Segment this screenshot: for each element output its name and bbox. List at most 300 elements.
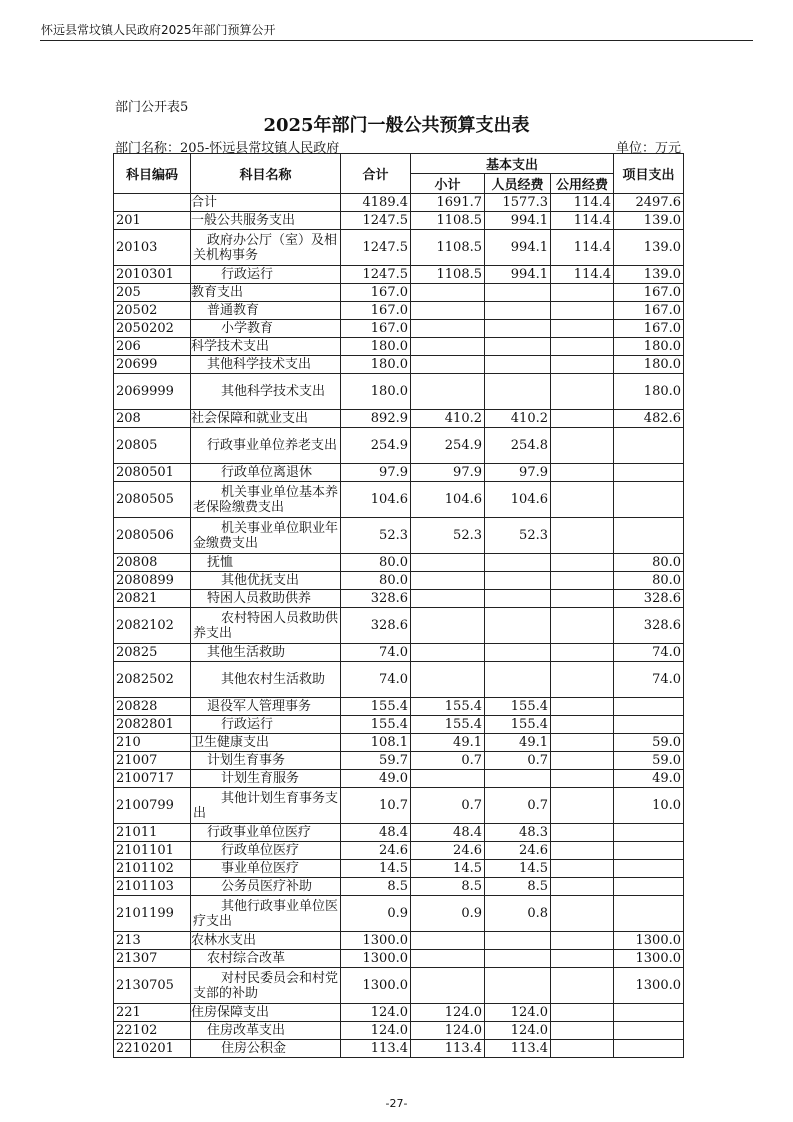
cell-public — [551, 284, 614, 302]
cell-personnel — [485, 932, 551, 950]
cell-project: 139.0 — [614, 230, 684, 266]
cell-personnel: 8.5 — [485, 878, 551, 896]
running-header: 怀远县常坟镇人民政府2025年部门预算公开 — [41, 23, 276, 37]
cell-name: 卫生健康支出 — [191, 734, 341, 752]
cell-name: 机关事业单位职业年金缴费支出 — [191, 518, 341, 554]
table-row — [114, 518, 684, 554]
cell-project — [614, 464, 684, 482]
cell-code: 20805 — [114, 428, 191, 464]
cell-personnel: 24.6 — [485, 842, 551, 860]
cell-personnel — [485, 554, 551, 572]
cell-project — [614, 896, 684, 932]
table-row — [114, 788, 684, 824]
cell-public: 114.4 — [551, 266, 614, 284]
cell-project — [614, 518, 684, 554]
header-total: 合计 — [341, 154, 411, 194]
cell-total: 59.7 — [341, 752, 411, 770]
table-label: 部门公开表5 — [115, 100, 189, 115]
cell-name: 一般公共服务支出 — [191, 212, 341, 230]
cell-name: 行政事业单位养老支出 — [191, 428, 341, 464]
cell-personnel: 994.1 — [485, 212, 551, 230]
cell-total: 180.0 — [341, 338, 411, 356]
table-row — [114, 698, 684, 716]
table-row — [114, 896, 684, 932]
cell-public — [551, 770, 614, 788]
cell-total: 24.6 — [341, 842, 411, 860]
cell-total: 0.9 — [341, 896, 411, 932]
cell-code: 2082801 — [114, 716, 191, 734]
cell-code: 20828 — [114, 698, 191, 716]
cell-personnel: 1577.3 — [485, 194, 551, 212]
cell-code: 20502 — [114, 302, 191, 320]
cell-project: 74.0 — [614, 644, 684, 662]
cell-project — [614, 1040, 684, 1058]
cell-total: 80.0 — [341, 554, 411, 572]
cell-code: 2010301 — [114, 266, 191, 284]
cell-project — [614, 1004, 684, 1022]
cell-total: 1300.0 — [341, 932, 411, 950]
header-subtotal: 小计 — [411, 174, 485, 194]
cell-personnel: 994.1 — [485, 230, 551, 266]
cell-personnel: 0.7 — [485, 752, 551, 770]
cell-total: 167.0 — [341, 320, 411, 338]
cell-code: 2080899 — [114, 572, 191, 590]
table-row — [114, 824, 684, 842]
page-number: -27- — [385, 1097, 408, 1110]
table-row — [114, 338, 684, 356]
cell-code: 2080505 — [114, 482, 191, 518]
cell-public — [551, 356, 614, 374]
cell-name: 普通教育 — [191, 302, 341, 320]
department-name: 部门名称：205-怀远县常坟镇人民政府 — [115, 141, 340, 156]
cell-public — [551, 1040, 614, 1058]
cell-name: 其他计划生育事务支出 — [191, 788, 341, 824]
cell-name: 其他行政事业单位医疗支出 — [191, 896, 341, 932]
cell-total: 49.0 — [341, 770, 411, 788]
cell-name: 行政事业单位医疗 — [191, 824, 341, 842]
cell-total: 124.0 — [341, 1022, 411, 1040]
cell-name: 科学技术支出 — [191, 338, 341, 356]
table-row — [114, 374, 684, 410]
cell-subtotal: 8.5 — [411, 878, 485, 896]
cell-code: 201 — [114, 212, 191, 230]
table-row — [114, 968, 684, 1004]
cell-public: 114.4 — [551, 230, 614, 266]
table-row — [114, 464, 684, 482]
cell-project — [614, 428, 684, 464]
cell-public — [551, 752, 614, 770]
cell-public — [551, 842, 614, 860]
table-row — [114, 266, 684, 284]
cell-total: 180.0 — [341, 356, 411, 374]
cell-name: 农村综合改革 — [191, 950, 341, 968]
cell-public — [551, 608, 614, 644]
cell-total: 180.0 — [341, 374, 411, 410]
cell-code: 2101102 — [114, 860, 191, 878]
cell-subtotal: 1108.5 — [411, 266, 485, 284]
cell-subtotal: 124.0 — [411, 1022, 485, 1040]
cell-personnel — [485, 320, 551, 338]
cell-total: 80.0 — [341, 572, 411, 590]
cell-public — [551, 878, 614, 896]
cell-project: 49.0 — [614, 770, 684, 788]
cell-code: 20808 — [114, 554, 191, 572]
table-row — [114, 770, 684, 788]
cell-total: 108.1 — [341, 734, 411, 752]
cell-personnel: 155.4 — [485, 716, 551, 734]
cell-total: 1247.5 — [341, 212, 411, 230]
cell-public — [551, 788, 614, 824]
cell-subtotal: 49.1 — [411, 734, 485, 752]
cell-personnel — [485, 662, 551, 698]
cell-code: 2100799 — [114, 788, 191, 824]
cell-project: 10.0 — [614, 788, 684, 824]
cell-subtotal — [411, 338, 485, 356]
table-row — [114, 572, 684, 590]
table-row — [114, 932, 684, 950]
cell-public — [551, 374, 614, 410]
cell-public — [551, 428, 614, 464]
cell-name: 其他农村生活救助 — [191, 662, 341, 698]
cell-public — [551, 410, 614, 428]
cell-subtotal — [411, 770, 485, 788]
cell-subtotal: 1691.7 — [411, 194, 485, 212]
cell-subtotal: 113.4 — [411, 1040, 485, 1058]
cell-total: 155.4 — [341, 698, 411, 716]
cell-personnel — [485, 950, 551, 968]
table-row — [114, 644, 684, 662]
cell-name: 事业单位医疗 — [191, 860, 341, 878]
cell-code: 21007 — [114, 752, 191, 770]
cell-project: 80.0 — [614, 572, 684, 590]
cell-code: 21011 — [114, 824, 191, 842]
cell-personnel — [485, 590, 551, 608]
cell-public — [551, 896, 614, 932]
cell-personnel — [485, 572, 551, 590]
cell-subtotal: 52.3 — [411, 518, 485, 554]
cell-public: 114.4 — [551, 212, 614, 230]
cell-name: 行政单位医疗 — [191, 842, 341, 860]
cell-name: 农林水支出 — [191, 932, 341, 950]
cell-name: 其他科学技术支出 — [191, 356, 341, 374]
cell-project: 328.6 — [614, 590, 684, 608]
cell-code: 2100717 — [114, 770, 191, 788]
table-row — [114, 554, 684, 572]
cell-subtotal: 124.0 — [411, 1004, 485, 1022]
table-row — [114, 302, 684, 320]
cell-public — [551, 302, 614, 320]
cell-name: 住房改革支出 — [191, 1022, 341, 1040]
cell-code: 206 — [114, 338, 191, 356]
table-row — [114, 860, 684, 878]
cell-subtotal — [411, 590, 485, 608]
cell-code: 2082502 — [114, 662, 191, 698]
cell-project: 59.0 — [614, 734, 684, 752]
cell-code: 2050202 — [114, 320, 191, 338]
cell-subtotal: 0.7 — [411, 752, 485, 770]
budget-table — [113, 153, 684, 1058]
table-row — [114, 1022, 684, 1040]
cell-project: 328.6 — [614, 608, 684, 644]
cell-code: 205 — [114, 284, 191, 302]
header-rule — [40, 40, 753, 41]
cell-personnel: 97.9 — [485, 464, 551, 482]
cell-project — [614, 860, 684, 878]
cell-public: 114.4 — [551, 194, 614, 212]
cell-public — [551, 464, 614, 482]
cell-total: 74.0 — [341, 662, 411, 698]
cell-code: 210 — [114, 734, 191, 752]
cell-public — [551, 662, 614, 698]
cell-name: 特困人员救助供养 — [191, 590, 341, 608]
header-project: 项目支出 — [614, 154, 684, 194]
cell-subtotal — [411, 932, 485, 950]
cell-project: 2497.6 — [614, 194, 684, 212]
cell-name: 计划生育服务 — [191, 770, 341, 788]
table-row — [114, 410, 684, 428]
document-title: 2025年部门一般公共预算支出表 — [263, 115, 530, 136]
cell-total: 52.3 — [341, 518, 411, 554]
cell-personnel: 104.6 — [485, 482, 551, 518]
cell-code: 2101103 — [114, 878, 191, 896]
cell-total: 124.0 — [341, 1004, 411, 1022]
cell-name: 公务员医疗补助 — [191, 878, 341, 896]
cell-total: 10.7 — [341, 788, 411, 824]
table-row — [114, 320, 684, 338]
cell-personnel: 49.1 — [485, 734, 551, 752]
cell-code: 20103 — [114, 230, 191, 266]
cell-personnel — [485, 374, 551, 410]
cell-code: 2130705 — [114, 968, 191, 1004]
cell-code: 2080506 — [114, 518, 191, 554]
cell-personnel — [485, 608, 551, 644]
cell-code: 2101199 — [114, 896, 191, 932]
cell-subtotal: 155.4 — [411, 698, 485, 716]
cell-project: 139.0 — [614, 212, 684, 230]
cell-total: 14.5 — [341, 860, 411, 878]
table-row — [114, 716, 684, 734]
cell-name: 住房公积金 — [191, 1040, 341, 1058]
cell-project: 1300.0 — [614, 932, 684, 950]
table-row — [114, 230, 684, 266]
cell-name: 社会保障和就业支出 — [191, 410, 341, 428]
cell-subtotal — [411, 284, 485, 302]
cell-public — [551, 716, 614, 734]
cell-project — [614, 698, 684, 716]
cell-code: 2082102 — [114, 608, 191, 644]
cell-subtotal — [411, 644, 485, 662]
cell-code: 2080501 — [114, 464, 191, 482]
cell-name: 教育支出 — [191, 284, 341, 302]
cell-personnel — [485, 968, 551, 1004]
unit-label: 单位：万元 — [615, 141, 681, 156]
cell-name: 其他优抚支出 — [191, 572, 341, 590]
cell-total: 4189.4 — [341, 194, 411, 212]
cell-public — [551, 518, 614, 554]
cell-public — [551, 1004, 614, 1022]
cell-subtotal: 24.6 — [411, 842, 485, 860]
cell-project: 1300.0 — [614, 968, 684, 1004]
cell-personnel: 52.3 — [485, 518, 551, 554]
cell-subtotal — [411, 320, 485, 338]
cell-name: 计划生育事务 — [191, 752, 341, 770]
cell-personnel — [485, 338, 551, 356]
cell-subtotal: 104.6 — [411, 482, 485, 518]
cell-code: 2101101 — [114, 842, 191, 860]
cell-public — [551, 554, 614, 572]
table-row — [114, 878, 684, 896]
cell-personnel — [485, 302, 551, 320]
cell-total: 1247.5 — [341, 266, 411, 284]
cell-personnel — [485, 284, 551, 302]
cell-total: 8.5 — [341, 878, 411, 896]
cell-name: 行政运行 — [191, 716, 341, 734]
cell-total: 328.6 — [341, 608, 411, 644]
cell-personnel: 410.2 — [485, 410, 551, 428]
cell-name: 住房保障支出 — [191, 1004, 341, 1022]
cell-total: 155.4 — [341, 716, 411, 734]
cell-project: 482.6 — [614, 410, 684, 428]
table-row — [114, 194, 684, 212]
cell-subtotal — [411, 554, 485, 572]
cell-personnel: 155.4 — [485, 698, 551, 716]
cell-subtotal: 155.4 — [411, 716, 485, 734]
cell-personnel: 0.8 — [485, 896, 551, 932]
cell-subtotal: 1108.5 — [411, 212, 485, 230]
table-body — [114, 194, 684, 1058]
cell-total: 1247.5 — [341, 230, 411, 266]
cell-public — [551, 320, 614, 338]
cell-project — [614, 1022, 684, 1040]
cell-public — [551, 968, 614, 1004]
cell-subtotal — [411, 662, 485, 698]
cell-code: 22102 — [114, 1022, 191, 1040]
table-row — [114, 212, 684, 230]
cell-code: 208 — [114, 410, 191, 428]
cell-name: 退役军人管理事务 — [191, 698, 341, 716]
cell-name: 行政运行 — [191, 266, 341, 284]
cell-total: 167.0 — [341, 284, 411, 302]
cell-project: 59.0 — [614, 752, 684, 770]
cell-project: 80.0 — [614, 554, 684, 572]
cell-personnel: 113.4 — [485, 1040, 551, 1058]
cell-total: 167.0 — [341, 302, 411, 320]
cell-name: 其他科学技术支出 — [191, 374, 341, 410]
cell-subtotal: 1108.5 — [411, 230, 485, 266]
cell-subtotal: 97.9 — [411, 464, 485, 482]
cell-personnel: 254.8 — [485, 428, 551, 464]
cell-project — [614, 842, 684, 860]
cell-public — [551, 734, 614, 752]
cell-code: 213 — [114, 932, 191, 950]
cell-project: 180.0 — [614, 338, 684, 356]
cell-code: 2069999 — [114, 374, 191, 410]
table-row — [114, 752, 684, 770]
cell-subtotal — [411, 302, 485, 320]
cell-project — [614, 824, 684, 842]
cell-project — [614, 878, 684, 896]
header-name: 科目名称 — [191, 154, 341, 194]
cell-code: 221 — [114, 1004, 191, 1022]
cell-subtotal: 0.9 — [411, 896, 485, 932]
table-row — [114, 1040, 684, 1058]
cell-name: 行政单位离退休 — [191, 464, 341, 482]
cell-name: 其他生活救助 — [191, 644, 341, 662]
cell-project: 139.0 — [614, 266, 684, 284]
header-public: 公用经费 — [551, 174, 614, 194]
table-row — [114, 1004, 684, 1022]
cell-total: 254.9 — [341, 428, 411, 464]
cell-subtotal — [411, 356, 485, 374]
table-row — [114, 842, 684, 860]
cell-project: 180.0 — [614, 374, 684, 410]
header-basic: 基本支出 — [411, 154, 614, 174]
cell-public — [551, 1022, 614, 1040]
cell-code: 20699 — [114, 356, 191, 374]
cell-subtotal: 254.9 — [411, 428, 485, 464]
cell-subtotal — [411, 950, 485, 968]
cell-public — [551, 950, 614, 968]
cell-total: 97.9 — [341, 464, 411, 482]
cell-total: 104.6 — [341, 482, 411, 518]
cell-code: 20821 — [114, 590, 191, 608]
cell-project: 167.0 — [614, 284, 684, 302]
cell-subtotal — [411, 608, 485, 644]
cell-public — [551, 590, 614, 608]
cell-project — [614, 716, 684, 734]
cell-name: 机关事业单位基本养老保险缴费支出 — [191, 482, 341, 518]
cell-personnel: 124.0 — [485, 1004, 551, 1022]
table-row — [114, 734, 684, 752]
cell-project: 180.0 — [614, 356, 684, 374]
cell-personnel: 124.0 — [485, 1022, 551, 1040]
table-row — [114, 284, 684, 302]
cell-personnel: 994.1 — [485, 266, 551, 284]
table-row — [114, 608, 684, 644]
cell-name: 对村民委员会和村党支部的补助 — [191, 968, 341, 1004]
cell-code: 2210201 — [114, 1040, 191, 1058]
cell-total: 328.6 — [341, 590, 411, 608]
cell-subtotal: 48.4 — [411, 824, 485, 842]
cell-total: 1300.0 — [341, 950, 411, 968]
table-row — [114, 590, 684, 608]
cell-name: 小学教育 — [191, 320, 341, 338]
cell-personnel: 14.5 — [485, 860, 551, 878]
table-row — [114, 662, 684, 698]
table-row — [114, 428, 684, 464]
cell-personnel: 0.7 — [485, 788, 551, 824]
cell-total: 1300.0 — [341, 968, 411, 1004]
cell-total: 892.9 — [341, 410, 411, 428]
cell-personnel — [485, 356, 551, 374]
cell-public — [551, 824, 614, 842]
cell-public — [551, 698, 614, 716]
table-row — [114, 950, 684, 968]
header-code: 科目编码 — [114, 154, 191, 194]
cell-project: 1300.0 — [614, 950, 684, 968]
cell-public — [551, 482, 614, 518]
cell-public — [551, 572, 614, 590]
cell-name: 政府办公厅（室）及相关机构事务 — [191, 230, 341, 266]
cell-public — [551, 932, 614, 950]
cell-code: 20825 — [114, 644, 191, 662]
cell-code: 21307 — [114, 950, 191, 968]
cell-public — [551, 860, 614, 878]
cell-name: 合计 — [191, 194, 341, 212]
cell-personnel — [485, 644, 551, 662]
cell-subtotal — [411, 572, 485, 590]
cell-total: 74.0 — [341, 644, 411, 662]
